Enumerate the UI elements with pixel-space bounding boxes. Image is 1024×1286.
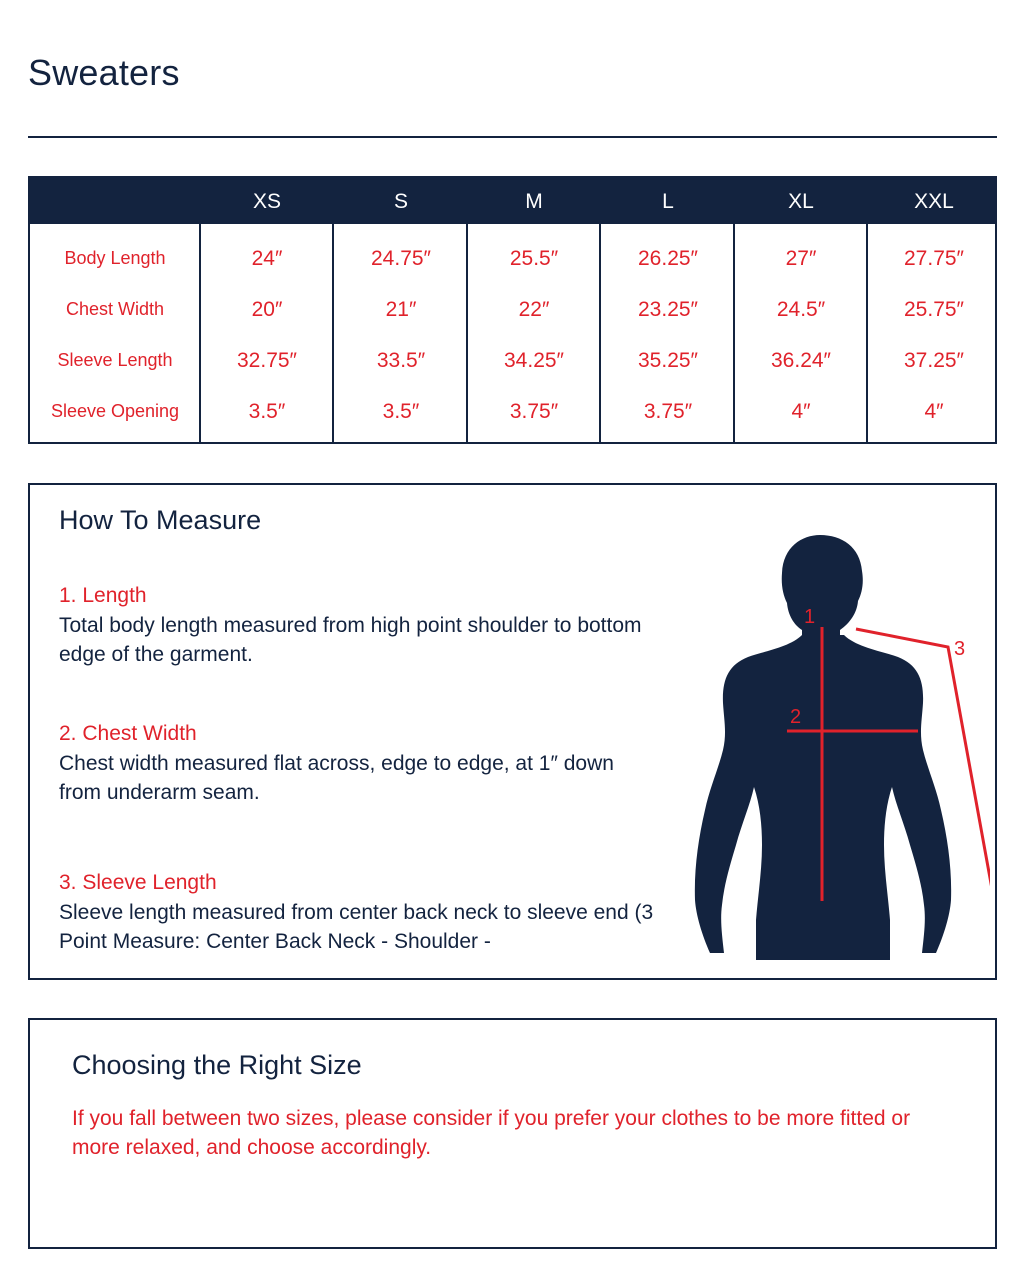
size-chart-table [28, 176, 997, 444]
choosing-size-heading: Choosing the Right Size [72, 1050, 362, 1080]
table-row-chest-width [30, 284, 995, 335]
size-header-l: L [662, 190, 674, 213]
how-to-measure-section [28, 483, 997, 980]
table-cell: 24″ [251, 247, 283, 270]
size-header-m: M [525, 190, 543, 213]
size-header-xxl: XXL [914, 190, 954, 213]
table-row-sleeve-length [30, 335, 995, 386]
step-chest-text: Chest width measured flat across, edge to edge, at 1″ down from underarm seam. [59, 752, 614, 804]
table-cell: 33.5″ [376, 349, 426, 372]
table-cell: 27.75″ [904, 247, 964, 270]
row-label: Body Length [64, 248, 166, 268]
size-header-xl: XL [788, 190, 814, 213]
step-length-text: Total body length measured from high point shoulder to bottom edge of the garment. [59, 614, 642, 666]
table-cell: 3.5″ [382, 400, 420, 423]
table-cell: 4″ [924, 400, 944, 423]
table-cell: 25.75″ [904, 298, 964, 321]
table-cell: 37.25″ [904, 349, 964, 372]
table-cell: 23.25″ [638, 298, 698, 321]
size-header-xs: XS [252, 190, 281, 213]
table-cell: 3.75″ [509, 400, 559, 423]
size-header-row [30, 178, 995, 224]
size-header-s: S [393, 190, 408, 213]
table-cell: 3.75″ [643, 400, 693, 423]
table-cell: 24.5″ [776, 298, 826, 321]
table-row-body-length [30, 233, 995, 284]
table-cell: 25.5″ [509, 247, 559, 270]
table-cell: 35.25″ [638, 349, 698, 372]
figure-label-3: 3 [954, 638, 966, 660]
step-chest-title: 2. Chest Width [59, 722, 197, 745]
title-divider [28, 136, 997, 138]
table-cell: 4″ [791, 400, 811, 423]
table-row-sleeve-opening [30, 386, 995, 437]
step-length-title: 1. Length [59, 584, 147, 607]
table-cell: 32.75″ [237, 349, 297, 372]
row-label: Chest Width [65, 299, 165, 319]
table-cell: 21″ [385, 298, 417, 321]
step-sleeve-text: Sleeve length measured from center back neck to sleeve end (3 Point Measure: Center Back Neck - Shoulder - [59, 901, 654, 953]
table-cell: 34.25″ [504, 349, 564, 372]
row-label: Sleeve Opening [50, 401, 180, 421]
figure-label-2: 2 [790, 706, 802, 728]
table-cell: 20″ [251, 298, 283, 321]
table-cell: 27″ [785, 247, 817, 270]
table-cell: 22″ [518, 298, 550, 321]
body-measurement-figure [690, 505, 990, 965]
table-cell: 3.5″ [248, 400, 286, 423]
choosing-size-section [28, 1018, 997, 1249]
table-cell: 24.75″ [371, 247, 431, 270]
row-label: Sleeve Length [57, 350, 173, 370]
page-title: Sweaters [28, 52, 180, 93]
table-cell: 26.25″ [638, 247, 698, 270]
step-sleeve-title: 3. Sleeve Length [59, 871, 217, 894]
table-cell: 36.24″ [771, 349, 831, 372]
choosing-size-text: If you fall between two sizes, please consider if you prefer your clothes to be more fitted or more relaxed, and choose accordingly. [72, 1107, 911, 1159]
how-to-measure-heading: How To Measure [59, 505, 262, 535]
figure-label-1: 1 [804, 606, 816, 628]
